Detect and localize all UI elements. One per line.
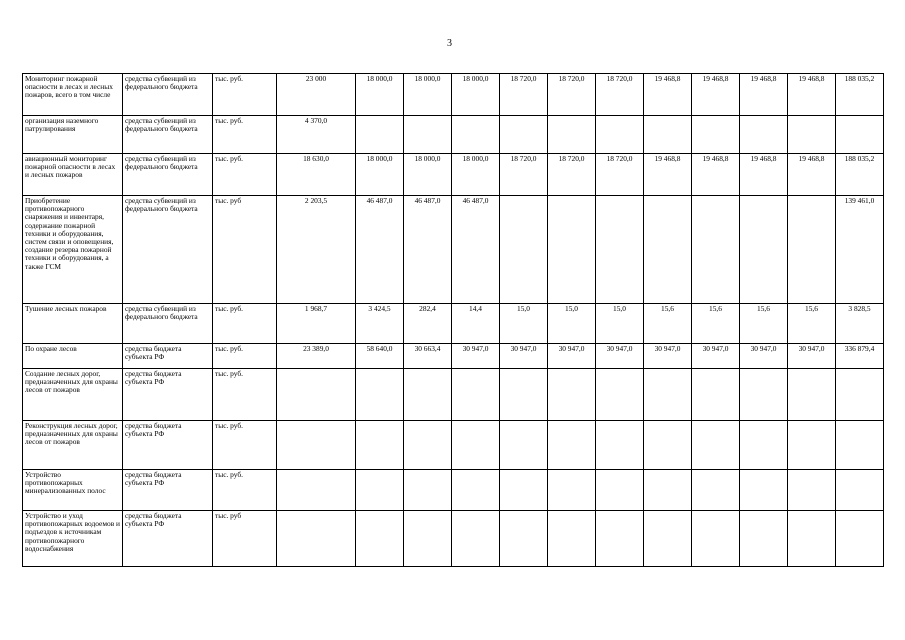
value-cell: 46 487,0 [356,196,404,304]
value-cell [356,470,404,511]
table-row [23,344,884,369]
value-cell [277,369,356,421]
value-cell: 30 947,0 [644,344,692,369]
value-cell: 188 035,2 [836,154,884,196]
value-cell: 18 720,0 [548,154,596,196]
value-cell [740,421,788,470]
value-cell [548,369,596,421]
value-cell: 14,4 [452,304,500,344]
value-cell [404,116,452,154]
value-cell [788,116,836,154]
value-cell [596,196,644,304]
value-cell [692,196,740,304]
value-cell: 30 947,0 [500,344,548,369]
value-cell [836,511,884,567]
row-name-cell: По охране лесов [23,344,123,369]
page-number: 3 [447,38,452,49]
value-cell: 3 424,5 [356,304,404,344]
funding-source-cell: средства бюджета субъекта РФ [123,344,213,369]
value-cell: 19 468,8 [788,74,836,116]
value-cell [452,421,500,470]
value-cell: 58 640,0 [356,344,404,369]
value-cell: 46 487,0 [452,196,500,304]
unit-cell: тыс. руб. [213,74,277,116]
funding-source-cell: средства бюджета субъекта РФ [123,369,213,421]
value-cell: 336 879,4 [836,344,884,369]
value-cell [548,470,596,511]
value-cell [500,369,548,421]
value-cell [692,511,740,567]
value-cell: 19 468,8 [788,154,836,196]
value-cell: 30 947,0 [452,344,500,369]
table-body [23,74,884,567]
table-row [23,511,884,567]
value-cell: 18 720,0 [596,74,644,116]
value-cell: 18 720,0 [596,154,644,196]
row-name-cell: авиационный мониторинг пожарной опасности в лесах и лесных пожаров [23,154,123,196]
value-cell: 15,0 [596,304,644,344]
value-cell: 19 468,8 [692,74,740,116]
unit-cell: тыс. руб. [213,116,277,154]
value-cell [548,116,596,154]
value-cell [452,116,500,154]
value-cell [692,369,740,421]
value-cell [644,421,692,470]
row-name-cell: Приобретение противопожарного снаряжения и инвентаря, содержание пожарной техники и оборудования, систем связи и оповещения, создание резерва пожарной техники и оборудования, а также ГСМ [23,196,123,304]
table-row [23,154,884,196]
value-cell [788,470,836,511]
value-cell: 18 720,0 [500,74,548,116]
funding-source-cell: средства бюджета субъекта РФ [123,511,213,567]
value-cell: 30 947,0 [596,344,644,369]
value-cell: 188 035,2 [836,74,884,116]
unit-cell: тыс. руб. [213,369,277,421]
value-cell: 46 487,0 [404,196,452,304]
value-cell [404,470,452,511]
value-cell: 30 947,0 [548,344,596,369]
value-cell [500,116,548,154]
value-cell [644,470,692,511]
value-cell [356,511,404,567]
table-row [23,421,884,470]
value-cell: 18 720,0 [548,74,596,116]
value-cell [277,470,356,511]
value-cell [788,196,836,304]
value-cell: 18 000,0 [452,154,500,196]
value-cell [692,421,740,470]
unit-cell: тыс. руб. [213,304,277,344]
value-cell [277,421,356,470]
value-cell: 18 720,0 [500,154,548,196]
value-cell [644,511,692,567]
value-cell: 30 947,0 [692,344,740,369]
value-cell [692,116,740,154]
value-cell: 19 468,8 [644,74,692,116]
value-cell [452,470,500,511]
value-cell [740,470,788,511]
value-cell: 18 000,0 [404,154,452,196]
value-cell [500,196,548,304]
value-cell: 30 947,0 [788,344,836,369]
budget-table [22,73,884,567]
row-name-cell: Мониторинг пожарной опасности в лесах и лесных пожаров, всего в том числе [23,74,123,116]
value-cell: 19 468,8 [740,154,788,196]
value-cell [740,369,788,421]
table-row [23,196,884,304]
value-cell [836,116,884,154]
value-cell [740,116,788,154]
value-cell [596,116,644,154]
value-cell [356,421,404,470]
row-name-cell: Устройство противопожарных минерализованных полос [23,470,123,511]
value-cell [548,196,596,304]
value-cell [277,511,356,567]
value-cell [788,369,836,421]
value-cell [596,421,644,470]
row-name-cell: Тушение лесных пожаров [23,304,123,344]
value-cell [596,470,644,511]
value-cell: 15,0 [548,304,596,344]
value-cell: 2 203,5 [277,196,356,304]
row-name-cell: Создание лесных дорог, предназначенных для охраны лесов от пожаров [23,369,123,421]
unit-cell: тыс. руб. [213,470,277,511]
unit-cell: тыс. руб. [213,154,277,196]
funding-source-cell: средства субвенций из федерального бюджета [123,116,213,154]
value-cell: 282,4 [404,304,452,344]
row-name-cell: Устройство и уход противопожарных водоемов и подъездов к источникам противопожарного водоснабжения [23,511,123,567]
value-cell [404,511,452,567]
value-cell: 18 000,0 [356,154,404,196]
value-cell: 15,6 [788,304,836,344]
value-cell: 139 461,0 [836,196,884,304]
unit-cell: тыс. руб. [213,344,277,369]
value-cell [644,116,692,154]
value-cell [500,511,548,567]
funding-source-cell: средства субвенций из федерального бюджета [123,304,213,344]
value-cell: 15,0 [500,304,548,344]
value-cell: 19 468,8 [692,154,740,196]
value-cell [356,116,404,154]
table-row [23,116,884,154]
value-cell [452,511,500,567]
funding-source-cell: средства субвенций из федерального бюджета [123,196,213,304]
value-cell: 19 468,8 [644,154,692,196]
value-cell: 30 947,0 [740,344,788,369]
unit-cell: тыс. руб [213,511,277,567]
value-cell [644,196,692,304]
value-cell [644,369,692,421]
value-cell: 18 630,0 [277,154,356,196]
funding-source-cell: средства бюджета субъекта РФ [123,470,213,511]
funding-source-cell: средства субвенций из федерального бюджета [123,74,213,116]
value-cell: 30 663,4 [404,344,452,369]
value-cell: 15,6 [740,304,788,344]
value-cell [500,421,548,470]
value-cell [404,369,452,421]
value-cell: 18 000,0 [452,74,500,116]
value-cell [596,369,644,421]
value-cell [836,470,884,511]
value-cell [740,196,788,304]
value-cell [452,369,500,421]
value-cell [596,511,644,567]
value-cell [500,470,548,511]
value-cell [788,511,836,567]
value-cell: 23 000 [277,74,356,116]
value-cell: 3 828,5 [836,304,884,344]
value-cell: 15,6 [644,304,692,344]
funding-source-cell: средства субвенций из федерального бюджета [123,154,213,196]
value-cell: 23 389,0 [277,344,356,369]
value-cell [836,421,884,470]
table-row [23,369,884,421]
value-cell: 18 000,0 [356,74,404,116]
row-name-cell: Реконструкция лесных дорог, предназначенных для охраны лесов от пожаров [23,421,123,470]
unit-cell: тыс. руб [213,196,277,304]
value-cell [404,421,452,470]
table-row [23,74,884,116]
value-cell [740,511,788,567]
funding-source-cell: средства бюджета субъекта РФ [123,421,213,470]
value-cell [356,369,404,421]
row-name-cell: организация наземного патрулирования [23,116,123,154]
value-cell: 18 000,0 [404,74,452,116]
value-cell: 1 968,7 [277,304,356,344]
value-cell: 15,6 [692,304,740,344]
value-cell: 19 468,8 [740,74,788,116]
unit-cell: тыс. руб. [213,421,277,470]
table-row [23,470,884,511]
value-cell [548,511,596,567]
value-cell [548,421,596,470]
table-row [23,304,884,344]
value-cell [836,369,884,421]
value-cell [788,421,836,470]
value-cell [692,470,740,511]
value-cell: 4 370,0 [277,116,356,154]
